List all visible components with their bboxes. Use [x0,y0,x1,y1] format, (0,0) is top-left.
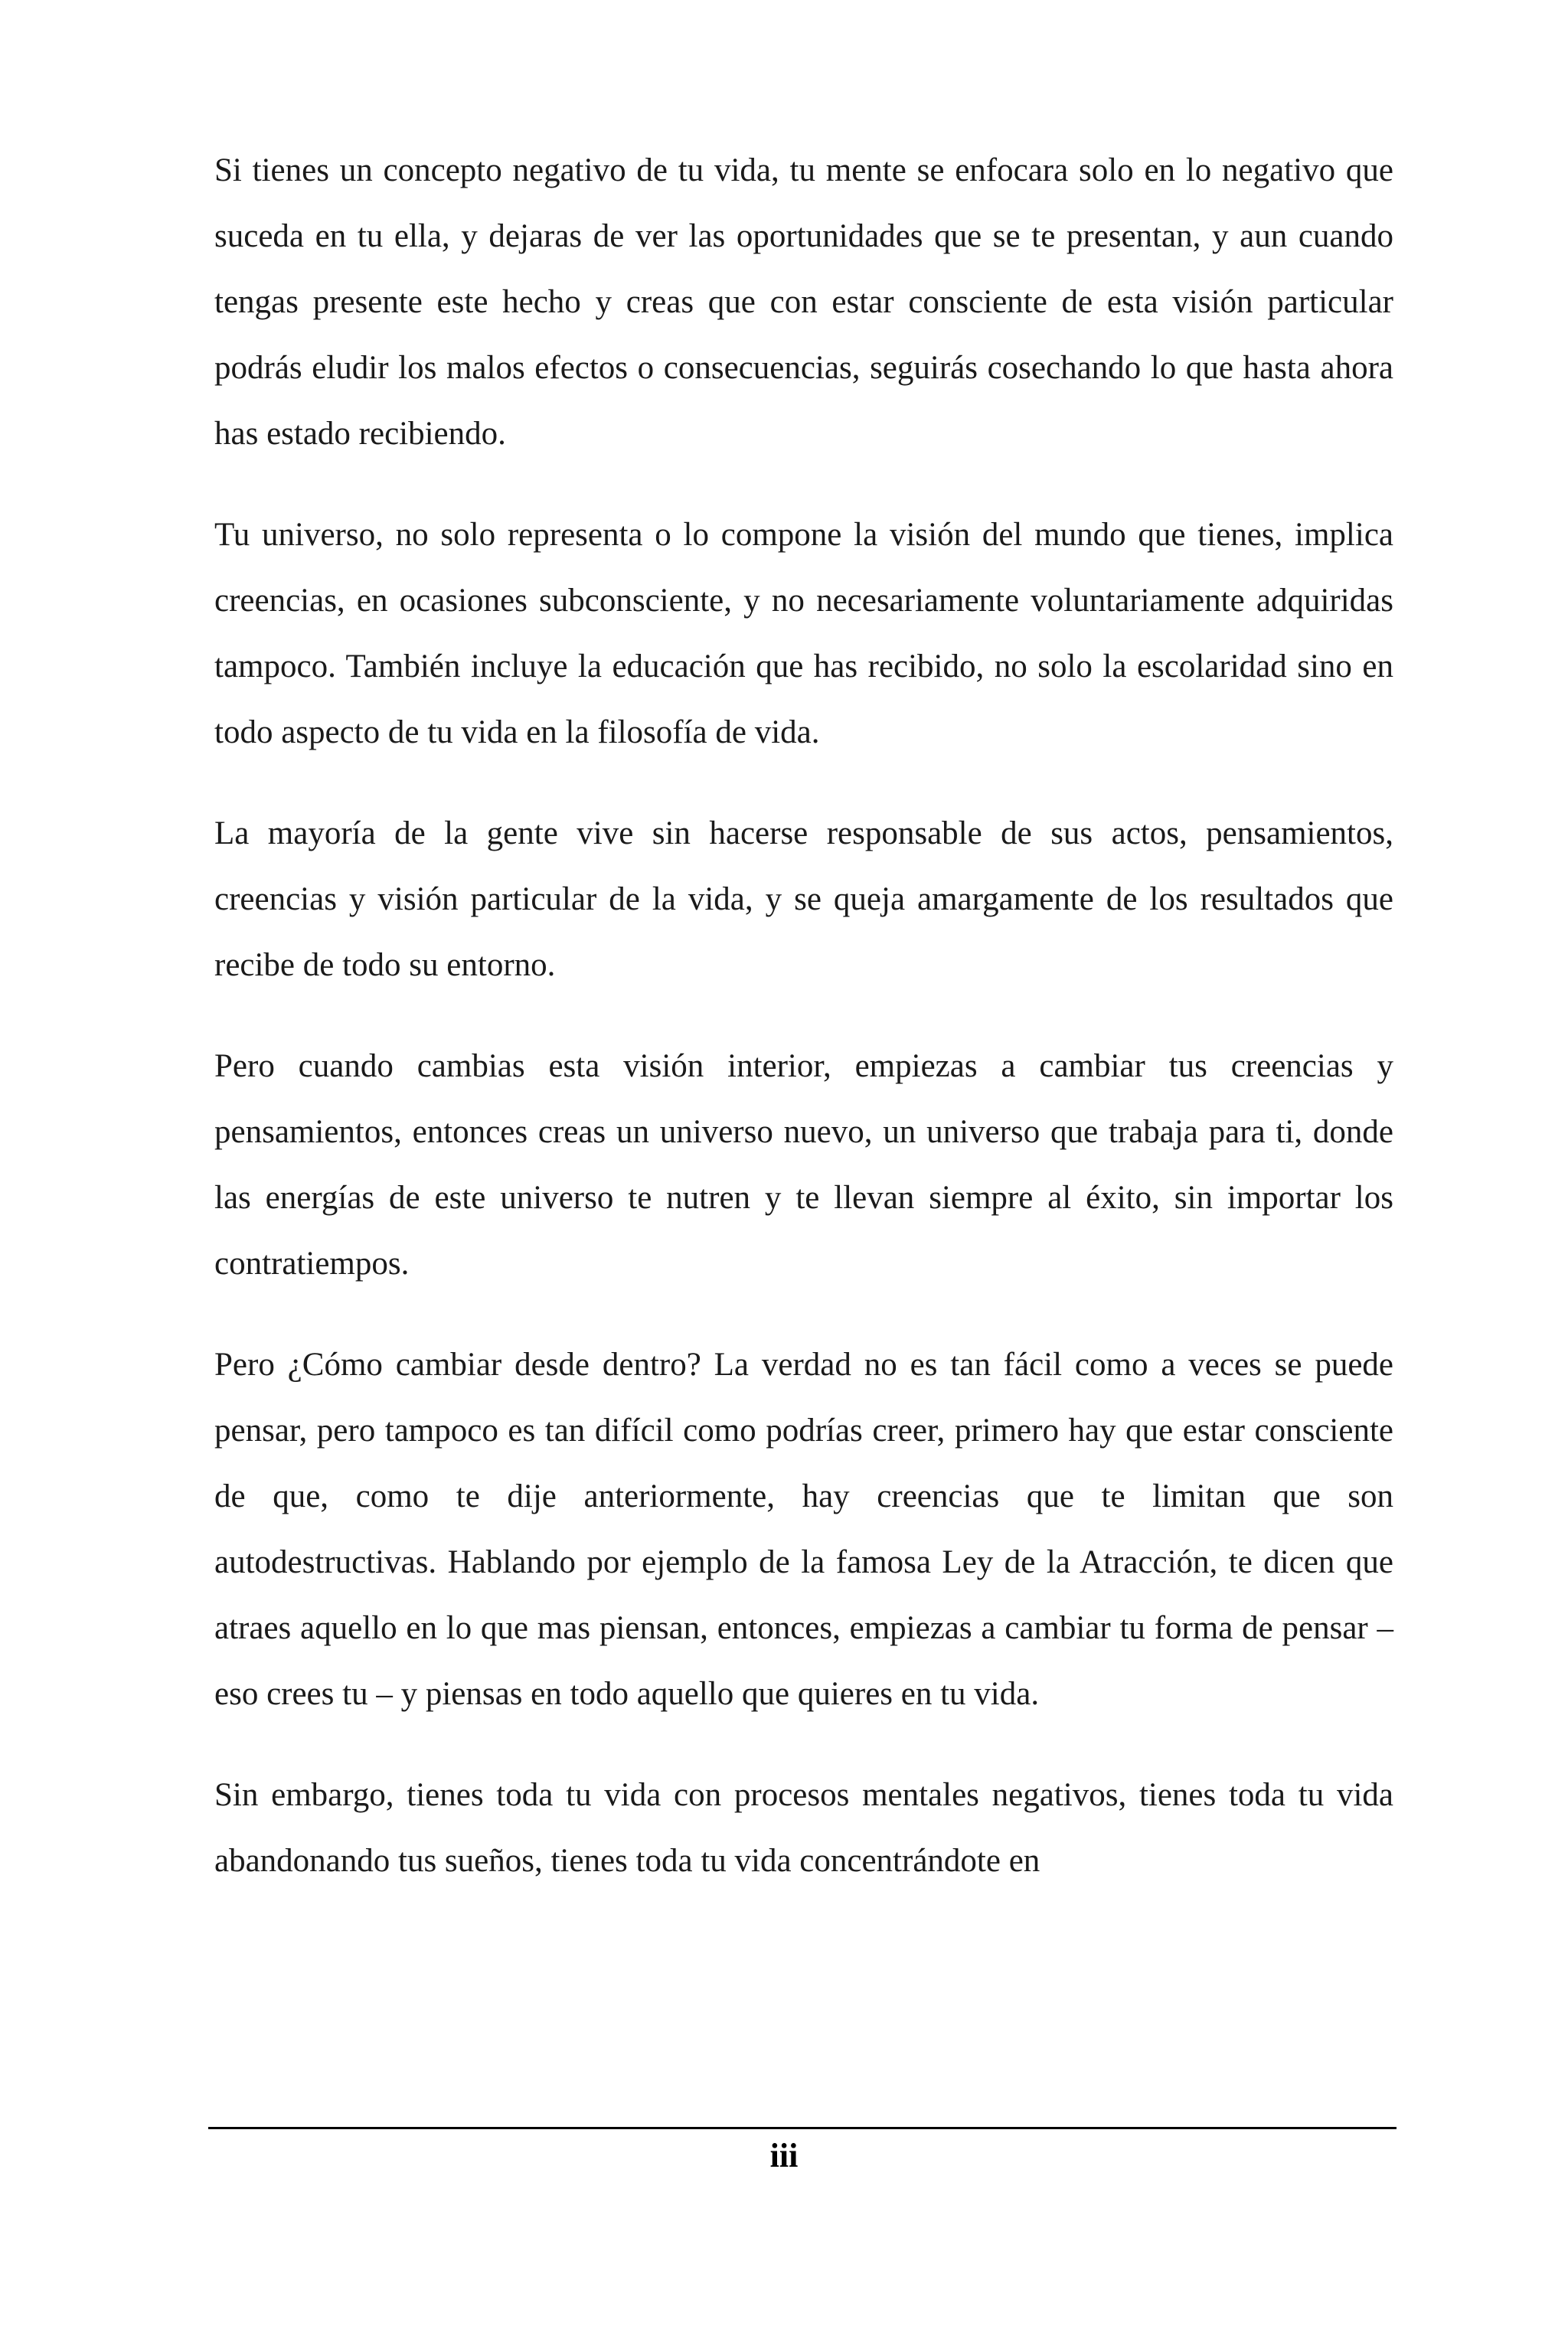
paragraph-6: Sin embargo, tienes toda tu vida con procesos mentales negativos, tienes toda tu vida abandonando tus sueños, tienes toda tu vida concentrándote en [214,1777,1393,1879]
page-number: iii [769,2137,799,2174]
footer-divider [208,2127,1396,2129]
paragraph-4: Pero cuando cambias esta visión interior, empiezas a cambiar tus creencias y pensamientos, entonces creas un universo nuevo, un universo que trabaja para ti, donde las energías de este universo te nutren y te llevan siempre al éxito, sin importar los contratiempos. [214,1048,1393,1282]
paragraph-2: Tu universo, no solo representa o lo compone la visión del mundo que tienes, implica creencias, en ocasiones subconsciente, y no necesariamente voluntariamente adquiridas tampoco. También incluye la educación que has recibido, no solo la escolaridad sino en todo aspecto de tu vida en la filosofía de vida. [214,517,1393,750]
paragraph-3: La mayoría de la gente vive sin hacerse responsable de sus actos, pensamientos, creencias y visión particular de la vida, y se queja amargamente de los resultados que recibe de todo su entorno. [214,815,1393,983]
body-text [214,138,1393,1929]
paragraph-5: Pero ¿Cómo cambiar desde dentro? La verdad no es tan fácil como a veces se puede pensar, pero tampoco es tan difícil como podrías creer, primero hay que estar consciente de que, como te dije anteriormente, hay creencias que te limitan que son autodestructivas. Hablando por ejemplo de la famosa Ley de la Atracción, te dicen que atraes aquello en lo que mas piensan, entonces, empiezas a cambiar tu forma de pensar – eso crees tu – y piensas en todo aquello que quieres en tu vida. [214,1347,1393,1712]
paragraph-1: Si tienes un concepto negativo de tu vida, tu mente se enfocara solo en lo negativo que suceda en tu ella, y dejaras de ver las oportunidades que se te presentan, y aun cuando tengas presente este hecho y creas que con estar consciente de esta visión particular podrás eludir los malos efectos o consecuencias, seguirás cosechando lo que hasta ahora has estado recibiendo. [214,152,1393,452]
